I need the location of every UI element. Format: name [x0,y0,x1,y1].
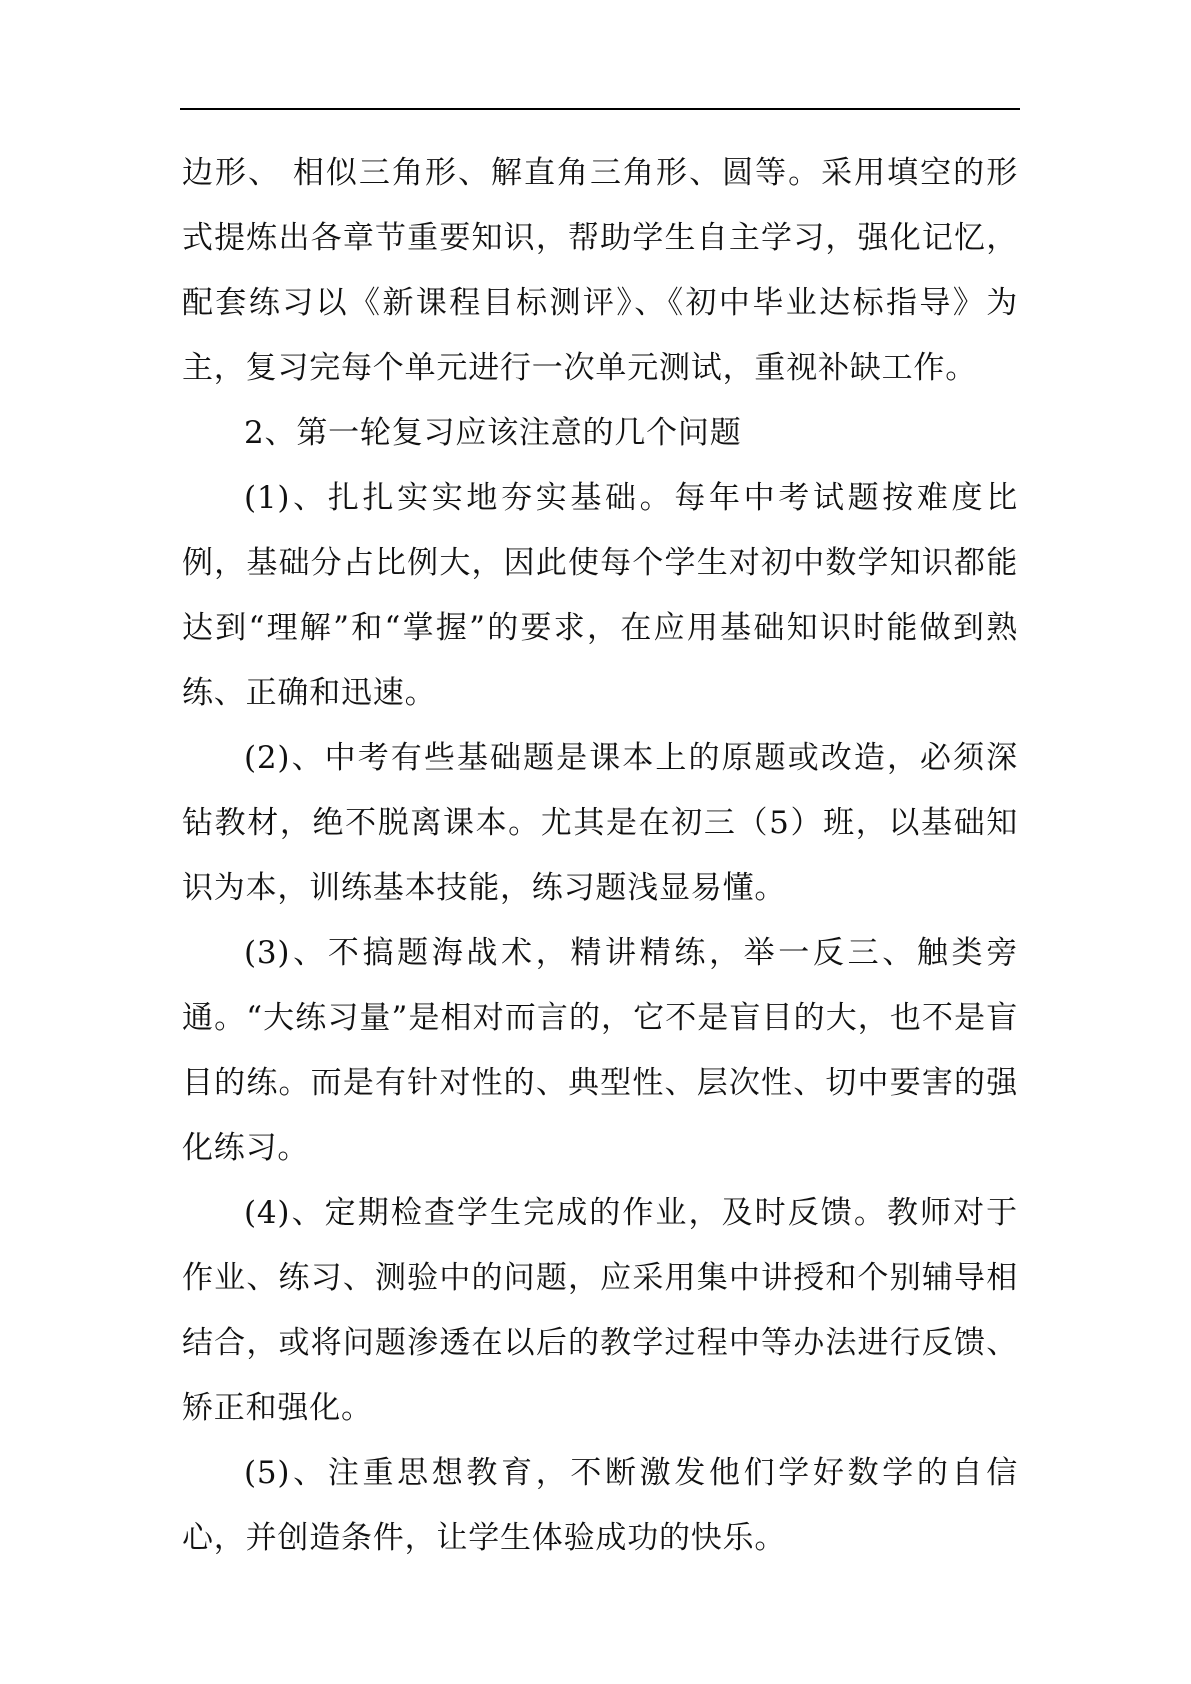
paragraph-6: (4)、定期检查学生完成的作业，及时反馈。教师对于作业、练习、测验中的问题，应采用集中讲授和个别辅导相结合，或将问题渗透在以后的教学过程中等办法进行反馈、矫正和强化。 [182,1195,1018,1426]
paragraph-7: (5)、注重思想教育，不断激发他们学好数学的自信心，并创造条件，让学生体验成功的快乐。 [182,1455,1018,1556]
document-body [182,141,1018,1571]
paragraph-4: (2)、中考有些基础题是课本上的原题或改造，必须深钻教材，绝不脱离课本。尤其是在初三（5）班，以基础知识为本，训练基本技能，练习题浅显易懂。 [182,740,1018,906]
header-rule [180,108,1020,110]
paragraph-3: (1)、扎扎实实地夯实基础。每年中考试题按难度比例，基础分占比例大，因此使每个学生对初中数学知识都能达到“理解”和“掌握”的要求，在应用基础知识时能做到熟练、正确和迅速。 [182,480,1018,711]
paragraph-1: 边形、 相似三角形、解直角三角形、圆等。采用填空的形式提炼出各章节重要知识，帮助学生自主学习，强化记忆，配套练习以《新课程目标测评》、《初中毕业达标指导》为主，复习完每个单元进行一次单元测试，重视补缺工作。 [182,155,1018,386]
paragraph-2-heading: 2、第一轮复习应该注意的几个问题 [244,415,742,451]
paragraph-5: (3)、不搞题海战术，精讲精练，举一反三、触类旁通。“大练习量”是相对而言的，它不是盲目的大，也不是盲目的练。而是有针对性的、典型性、层次性、切中要害的强化练习。 [182,935,1018,1166]
